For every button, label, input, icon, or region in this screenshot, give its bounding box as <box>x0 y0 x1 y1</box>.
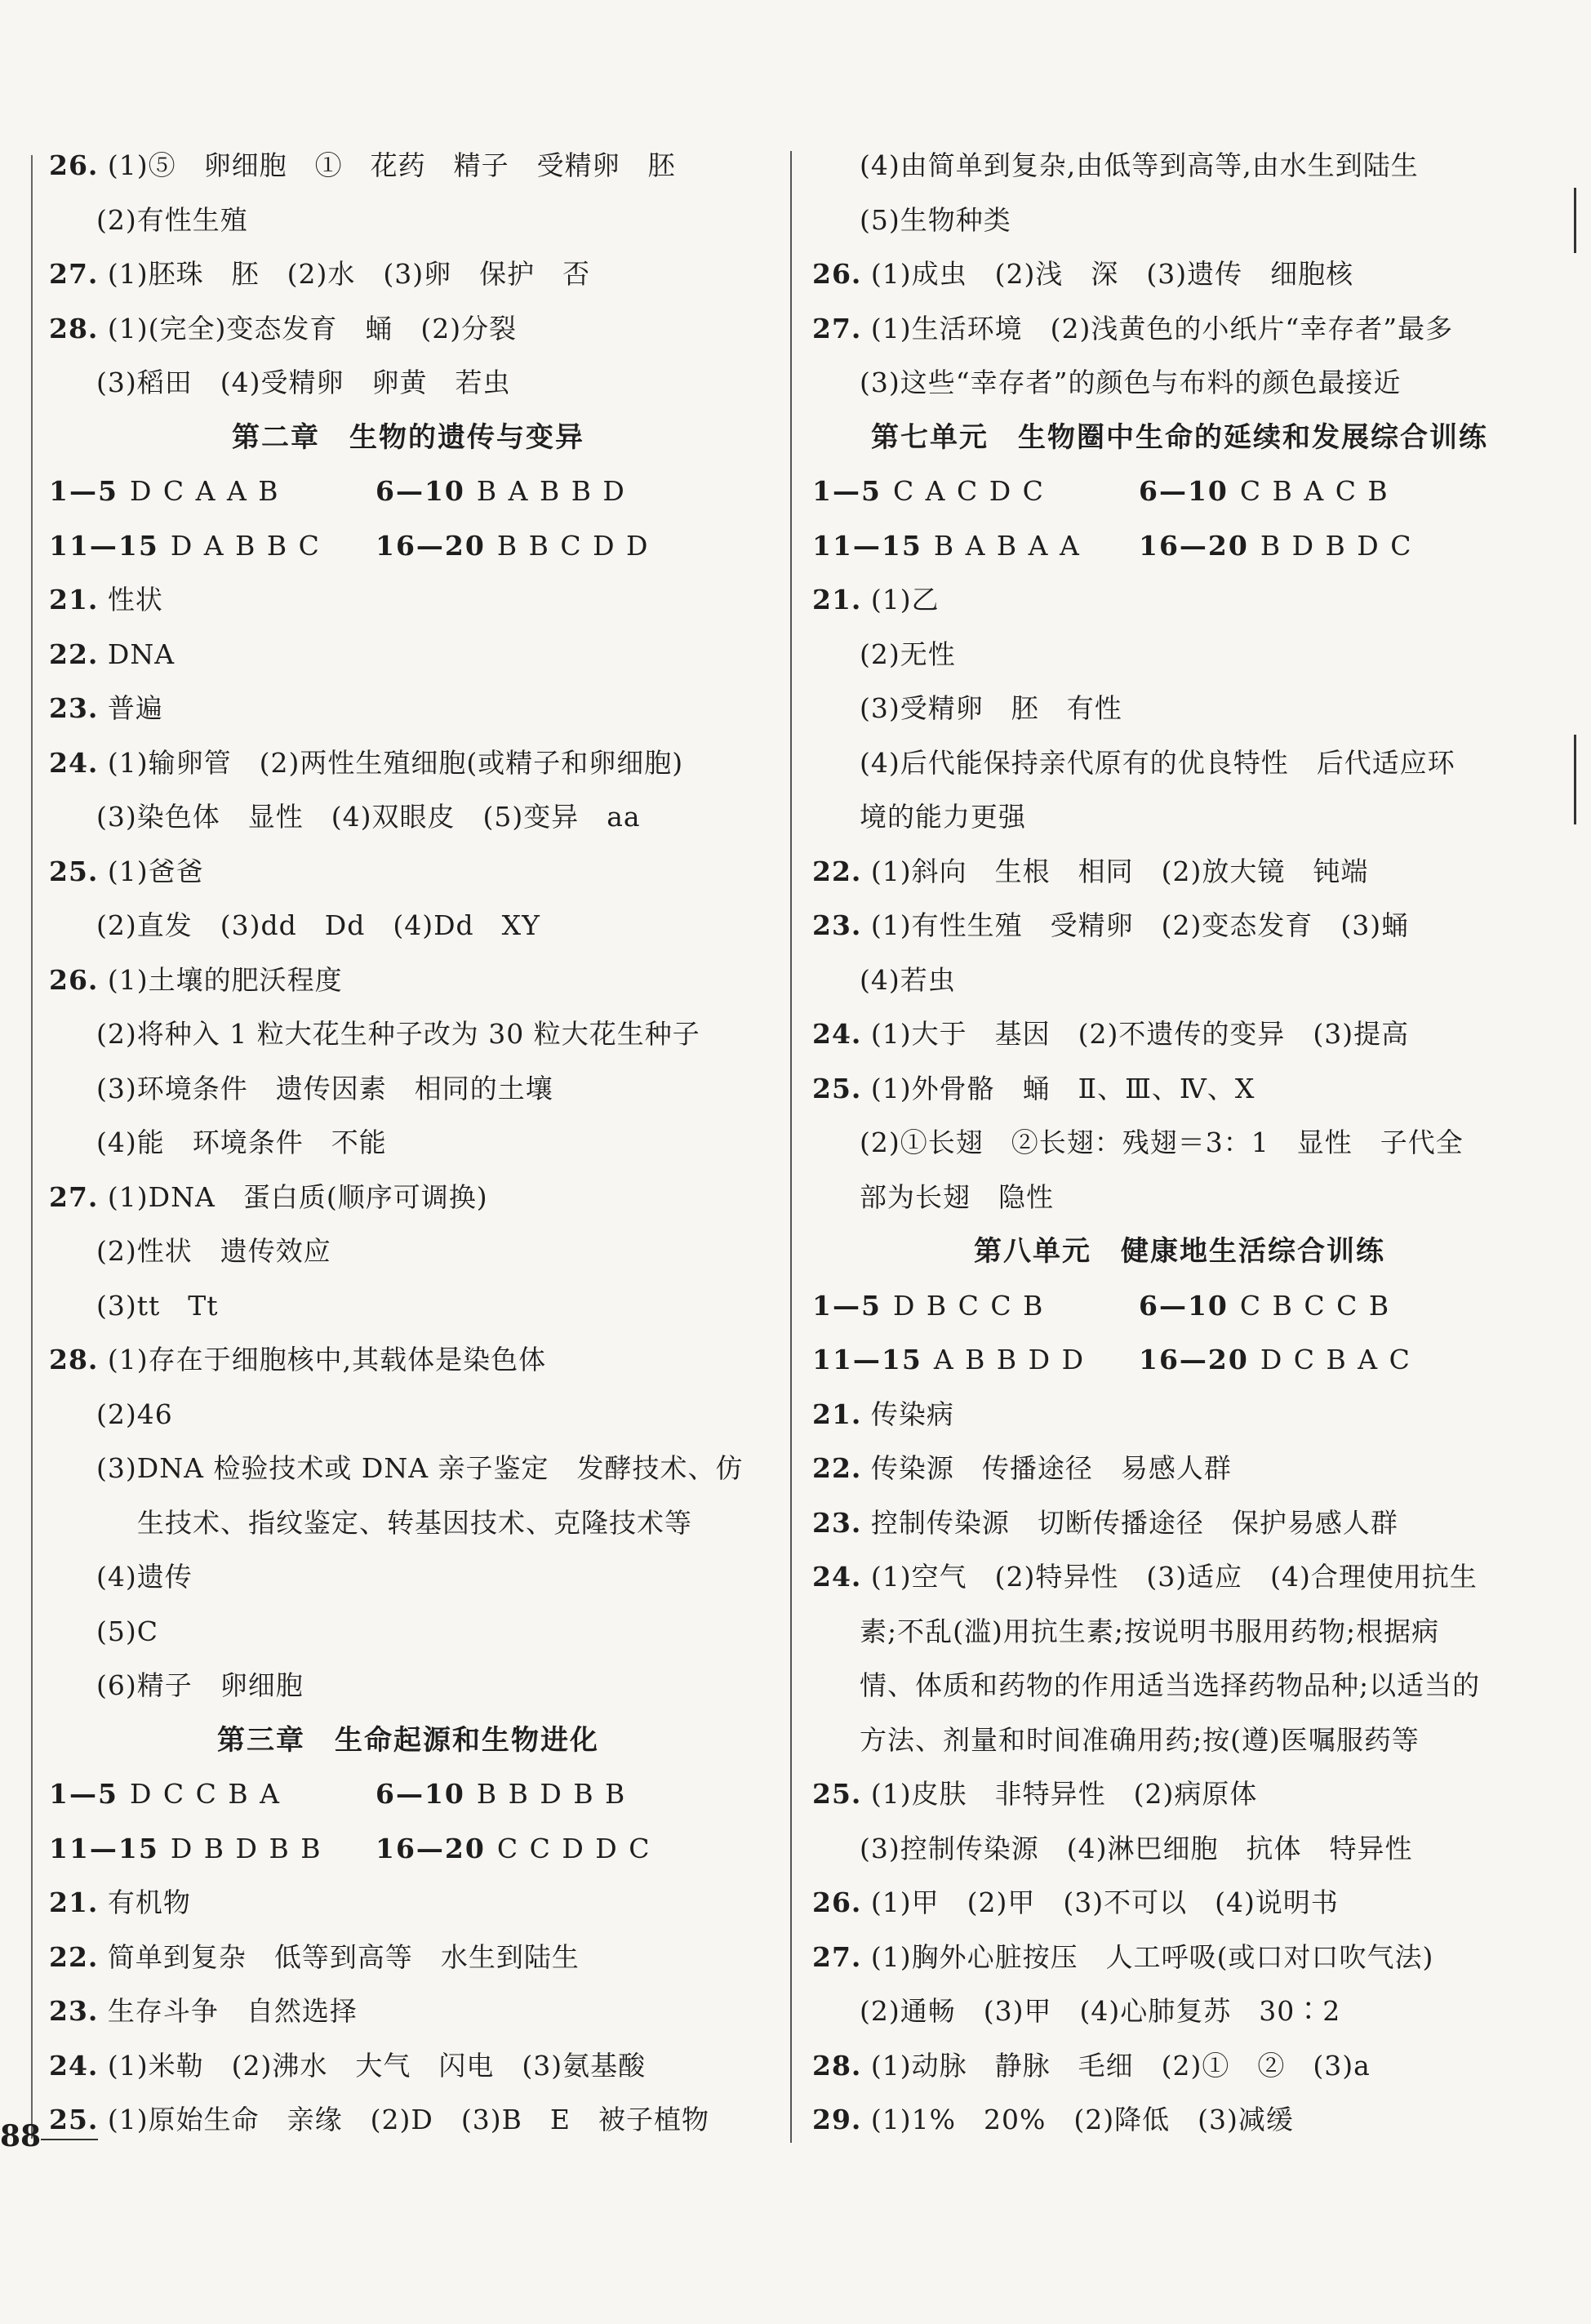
choice-answers: B A B A A <box>933 529 1081 562</box>
answer-text: (4)后代能保持亲代原有的优良特性 后代适应环 <box>860 746 1455 779</box>
question-range: 11—15 <box>49 529 159 562</box>
answer-line <box>49 682 767 736</box>
answer-line <box>812 1442 1547 1496</box>
answer-line <box>49 845 767 900</box>
answer-line <box>812 1550 1547 1605</box>
question-number: 28. <box>49 1344 99 1375</box>
answer-line <box>49 736 767 791</box>
section-heading: 第二章 生物的遗传与变异 <box>232 420 584 454</box>
page-number-rule <box>41 2139 98 2140</box>
answer-line <box>812 1767 1547 1822</box>
answer-text: (1)存在于细胞核中,其载体是染色体 <box>107 1344 547 1375</box>
answer-text: (1)爸爸 <box>107 855 204 887</box>
answer-line <box>812 1713 1547 1768</box>
answer-text: (2)通畅 (3)甲 (4)心肺复苏 30∶2 <box>860 1995 1341 2027</box>
answer-line <box>49 1876 767 1931</box>
answer-text: (3)DNA 检验技术或 DNA 亲子鉴定 发酵技术、仿 <box>96 1452 744 1484</box>
answer-line <box>812 1822 1547 1877</box>
answer-text: (1)有性生殖 受精卵 (2)变态发育 (3)蛹 <box>870 909 1410 941</box>
answer-line <box>812 682 1547 736</box>
answer-text: (1)DNA 蛋白质(顺序可调换) <box>107 1180 488 1213</box>
answer-line <box>812 1116 1547 1171</box>
answer-line <box>49 2039 767 2094</box>
answer-text: (1)动脉 静脉 毛细 (2)① ② (3)a <box>870 2049 1371 2082</box>
question-number: 24. <box>812 1561 862 1593</box>
answer-text: (1)空气 (2)特异性 (3)适应 (4)合理使用抗生 <box>870 1561 1478 1593</box>
answer-text: 部为长翅 隐性 <box>860 1180 1054 1213</box>
question-number: 23. <box>812 909 862 941</box>
question-number: 22. <box>49 638 99 670</box>
choice-answer-group <box>49 519 376 574</box>
answer-text: (2)将种入 1 粒大花生种子改为 30 粒大花生种子 <box>96 1018 700 1050</box>
page-number: 88 <box>0 2119 42 2153</box>
choice-answer-row <box>812 1333 1547 1388</box>
answer-line <box>49 1388 767 1442</box>
question-number: 23. <box>49 1995 99 2027</box>
question-range: 16—20 <box>376 529 486 562</box>
answer-line <box>49 1333 767 1388</box>
answer-text: 情、体质和药物的作用适当选择药物品种;以适当的 <box>860 1669 1481 1701</box>
answer-line <box>49 1007 767 1062</box>
choice-answer-group <box>376 519 702 574</box>
answer-line <box>812 1496 1547 1551</box>
answer-line <box>49 1062 767 1117</box>
answer-line <box>812 1876 1547 1931</box>
answer-line <box>49 1442 767 1496</box>
question-number: 25. <box>812 1778 862 1810</box>
question-number: 26. <box>49 963 99 996</box>
answer-text: (1)⑤ 卵细胞 ① 花药 精子 受精卵 胚 <box>107 149 676 181</box>
answer-text: (3)染色体 显性 (4)双眼皮 (5)变异 aa <box>96 801 641 833</box>
choice-answer-row <box>49 1822 767 1877</box>
question-range: 1—5 <box>812 475 882 507</box>
answer-text: (1)大于 基因 (2)不遗传的变异 (3)提高 <box>870 1018 1410 1050</box>
choice-answer-group <box>812 1279 1139 1334</box>
question-range: 6—10 <box>376 475 465 507</box>
answer-line <box>49 1605 767 1660</box>
question-number: 22. <box>812 1452 862 1484</box>
section-heading: 第七单元 生物圈中生命的延续和发展综合训练 <box>871 420 1488 454</box>
answer-text: DNA <box>107 638 176 670</box>
answer-text: (1)甲 (2)甲 (3)不可以 (4)说明书 <box>870 1886 1339 1918</box>
answer-text: (2)①长翅 ②长翅：残翅＝3：1 显性 子代全 <box>860 1126 1464 1158</box>
answer-line <box>49 302 767 357</box>
choice-answer-group <box>1139 464 1465 519</box>
question-number: 21. <box>49 584 99 615</box>
answer-line <box>49 1931 767 1985</box>
choice-answer-group <box>1139 1333 1465 1388</box>
column-divider <box>790 151 792 2143</box>
answer-text: 生存斗争 自然选择 <box>107 1995 358 2027</box>
answer-line <box>812 1984 1547 2039</box>
answer-line <box>812 247 1547 302</box>
answer-text: (3)受精卵 胚 有性 <box>860 692 1122 724</box>
answer-text: (1)斜向 生根 相同 (2)放大镜 钝端 <box>870 855 1369 887</box>
answer-line <box>812 302 1547 357</box>
left-margin-rule <box>31 155 33 2139</box>
answer-line <box>49 628 767 682</box>
answer-line <box>812 2093 1547 2148</box>
question-number: 26. <box>812 1886 862 1918</box>
question-number: 21. <box>812 584 862 615</box>
question-number: 21. <box>812 1398 862 1430</box>
choice-answer-row <box>812 464 1547 519</box>
choice-answer-group <box>376 1767 702 1822</box>
answer-line <box>49 790 767 845</box>
answer-line <box>812 573 1547 628</box>
question-number: 27. <box>49 1180 99 1213</box>
answer-text: (1)外骨骼 蛹 Ⅱ、Ⅲ、Ⅳ、X <box>870 1072 1255 1104</box>
question-range: 1—5 <box>812 1289 882 1322</box>
answer-text: (3)稻田 (4)受精卵 卵黄 若虫 <box>96 367 511 398</box>
question-range: 16—20 <box>1139 529 1249 562</box>
answer-line <box>49 1496 767 1551</box>
choice-answer-group <box>376 464 702 519</box>
question-number: 29. <box>812 2104 862 2135</box>
answer-text: 简单到复杂 低等到高等 水生到陆生 <box>107 1940 580 1973</box>
answer-text: (3)这些“幸存者”的颜色与布料的颜色最接近 <box>860 367 1402 398</box>
question-range: 1—5 <box>49 1778 118 1810</box>
question-number: 24. <box>49 2049 99 2082</box>
question-number: 27. <box>49 258 99 290</box>
answer-text: (1)胸外心脏按压 人工呼吸(或口对口吹气法) <box>870 1940 1434 1973</box>
answer-line <box>49 1984 767 2039</box>
answer-line <box>49 1659 767 1713</box>
answer-line <box>49 247 767 302</box>
answer-line <box>812 899 1547 953</box>
answer-line <box>812 736 1547 791</box>
question-number: 25. <box>49 2104 99 2135</box>
question-range: 11—15 <box>812 529 922 562</box>
answer-line <box>49 1279 767 1334</box>
answer-line <box>812 1605 1547 1660</box>
choice-answers: D C A A B <box>129 475 280 507</box>
choice-answers: D B C C B <box>892 1289 1045 1322</box>
answer-line <box>49 1171 767 1225</box>
scan-edge-mark <box>1574 735 1576 824</box>
answer-text: (3)tt Tt <box>96 1289 219 1322</box>
choice-answer-group <box>812 1333 1139 1388</box>
answer-text: 性状 <box>107 584 163 615</box>
choice-answer-row <box>812 1279 1547 1334</box>
answer-text: (1)乙 <box>870 584 940 615</box>
answer-line <box>812 1931 1547 1985</box>
question-range: 11—15 <box>49 1832 159 1864</box>
question-number: 25. <box>49 855 99 887</box>
answer-text: (1)(完全)变态发育 蛹 (2)分裂 <box>107 312 518 344</box>
answer-text: (4)若虫 <box>860 963 956 996</box>
answer-text: (1)生活环境 (2)浅黄色的小纸片“幸存者”最多 <box>870 312 1454 344</box>
choice-answers: B B D B B <box>476 1778 627 1810</box>
question-range: 6—10 <box>1139 1289 1229 1322</box>
choice-answers: D B D B B <box>170 1832 322 1864</box>
answer-line <box>812 845 1547 900</box>
answer-text: (1)皮肤 非特异性 (2)病原体 <box>870 1778 1258 1810</box>
choice-answer-group <box>1139 519 1465 574</box>
answer-line <box>812 628 1547 682</box>
question-range: 6—10 <box>1139 475 1229 507</box>
answer-line <box>812 193 1547 248</box>
answer-text: (2)性状 遗传效应 <box>96 1235 331 1267</box>
choice-answer-row <box>49 464 767 519</box>
answer-text: (6)精子 卵细胞 <box>96 1669 304 1701</box>
question-number: 28. <box>812 2049 862 2082</box>
answer-text: (3)控制传染源 (4)淋巴细胞 抗体 特异性 <box>860 1832 1413 1864</box>
question-range: 16—20 <box>1139 1344 1249 1375</box>
choice-answer-row <box>49 519 767 574</box>
choice-answer-group <box>812 464 1139 519</box>
question-number: 26. <box>49 149 99 181</box>
question-number: 22. <box>49 1940 99 1973</box>
choice-answers: A B B D D <box>933 1344 1086 1375</box>
left-column <box>49 139 767 2148</box>
choice-answers: C C D D C <box>496 1832 651 1864</box>
answer-line <box>812 953 1547 1008</box>
answer-text: 传染病 <box>870 1398 954 1430</box>
answer-text: (2)无性 <box>860 638 956 670</box>
answer-line <box>49 953 767 1008</box>
answer-line <box>49 573 767 628</box>
choice-answer-group <box>1139 1279 1465 1334</box>
answer-text: 有机物 <box>107 1886 191 1918</box>
answer-line <box>49 1550 767 1605</box>
choice-answer-group <box>812 519 1139 574</box>
choice-answers: C A C D C <box>892 475 1045 507</box>
answer-text: 境的能力更强 <box>860 801 1026 833</box>
answer-text: (4)由简单到复杂,由低等到高等,由水生到陆生 <box>860 149 1419 181</box>
answer-line <box>49 1224 767 1279</box>
answer-text: (5)生物种类 <box>860 203 1011 236</box>
answer-line <box>812 1007 1547 1062</box>
question-number: 27. <box>812 312 862 344</box>
question-number: 24. <box>49 746 99 779</box>
answer-text: 传染源 传播途径 易感人群 <box>870 1452 1232 1484</box>
question-number: 24. <box>812 1018 862 1050</box>
answer-text: (1)原始生命 亲缘 (2)D (3)B E 被子植物 <box>107 2104 709 2135</box>
answer-line <box>812 356 1547 411</box>
question-range: 1—5 <box>49 475 118 507</box>
answer-text: (1)胚珠 胚 (2)水 (3)卵 保护 否 <box>107 258 591 290</box>
choice-answer-row <box>812 519 1547 574</box>
question-number: 22. <box>812 855 862 887</box>
answer-line <box>812 1388 1547 1442</box>
choice-answer-group <box>49 1822 376 1877</box>
answer-line <box>49 1116 767 1171</box>
answer-text: (1)1% 20% (2)降低 (3)减缓 <box>870 2104 1294 2135</box>
answer-text: (1)米勒 (2)沸水 大气 闪电 (3)氨基酸 <box>107 2049 647 2082</box>
section-heading: 第八单元 健康地生活综合训练 <box>974 1235 1385 1268</box>
answer-line <box>49 139 767 193</box>
choice-answers: B A B B D <box>476 475 626 507</box>
choice-answers: D C C B A <box>129 1778 281 1810</box>
question-number: 25. <box>812 1072 862 1104</box>
answer-text: 生技术、指纹鉴定、转基因技术、克隆技术等 <box>137 1506 692 1539</box>
answer-line <box>49 2093 767 2148</box>
choice-answers: D A B B C <box>170 529 321 562</box>
choice-answer-row <box>49 1767 767 1822</box>
choice-answer-group <box>376 1822 702 1877</box>
question-number: 26. <box>812 258 862 290</box>
question-number: 23. <box>49 692 99 724</box>
answer-text: 方法、剂量和时间准确用药;按(遵)医嘱服药等 <box>860 1723 1420 1756</box>
answer-text: (1)输卵管 (2)两性生殖细胞(或精子和卵细胞) <box>107 746 684 779</box>
answer-line <box>812 2039 1547 2094</box>
answer-line <box>49 899 767 953</box>
choice-answers: D C B A C <box>1260 1344 1411 1375</box>
choice-answer-group <box>49 464 376 519</box>
choice-answers: C B A C B <box>1239 475 1389 507</box>
question-range: 11—15 <box>812 1344 922 1375</box>
answer-line <box>49 356 767 411</box>
question-range: 6—10 <box>376 1778 465 1810</box>
question-number: 27. <box>812 1940 862 1973</box>
answer-text: 素;不乱(滥)用抗生素;按说明书服用药物;根据病 <box>860 1615 1440 1647</box>
answer-line <box>812 790 1547 845</box>
answer-text: (1)土壤的肥沃程度 <box>107 963 343 996</box>
answer-line <box>812 139 1547 193</box>
question-number: 28. <box>49 312 99 344</box>
choice-answer-group <box>49 1767 376 1822</box>
answer-text: (4)能 环境条件 不能 <box>96 1126 387 1158</box>
answer-line <box>812 1659 1547 1713</box>
question-number: 23. <box>812 1506 862 1539</box>
answer-text: (1)成虫 (2)浅 深 (3)遗传 细胞核 <box>870 258 1354 290</box>
scan-edge-mark <box>1574 188 1576 253</box>
answer-text: (3)环境条件 遗传因素 相同的土壤 <box>96 1072 553 1104</box>
answer-text: (2)直发 (3)dd Dd (4)Dd XY <box>96 909 540 941</box>
choice-answers: C B C C B <box>1239 1289 1391 1322</box>
answer-text: (2)46 <box>96 1398 173 1430</box>
answer-text: (2)有性生殖 <box>96 203 248 236</box>
choice-answers: B D B D C <box>1260 529 1413 562</box>
section-heading: 第三章 生命起源和生物进化 <box>217 1723 599 1757</box>
right-column <box>812 139 1547 2148</box>
answer-line <box>812 1062 1547 1117</box>
answer-text: 控制传染源 切断传播途径 保护易感人群 <box>870 1506 1398 1539</box>
answer-text: 普遍 <box>107 692 163 724</box>
question-range: 16—20 <box>376 1832 486 1864</box>
answer-line <box>49 193 767 248</box>
answer-text: (4)遗传 <box>96 1561 193 1593</box>
question-number: 21. <box>49 1886 99 1918</box>
choice-answers: B B C D D <box>496 529 650 562</box>
answer-line <box>812 1171 1547 1225</box>
answer-text: (5)C <box>96 1615 158 1647</box>
